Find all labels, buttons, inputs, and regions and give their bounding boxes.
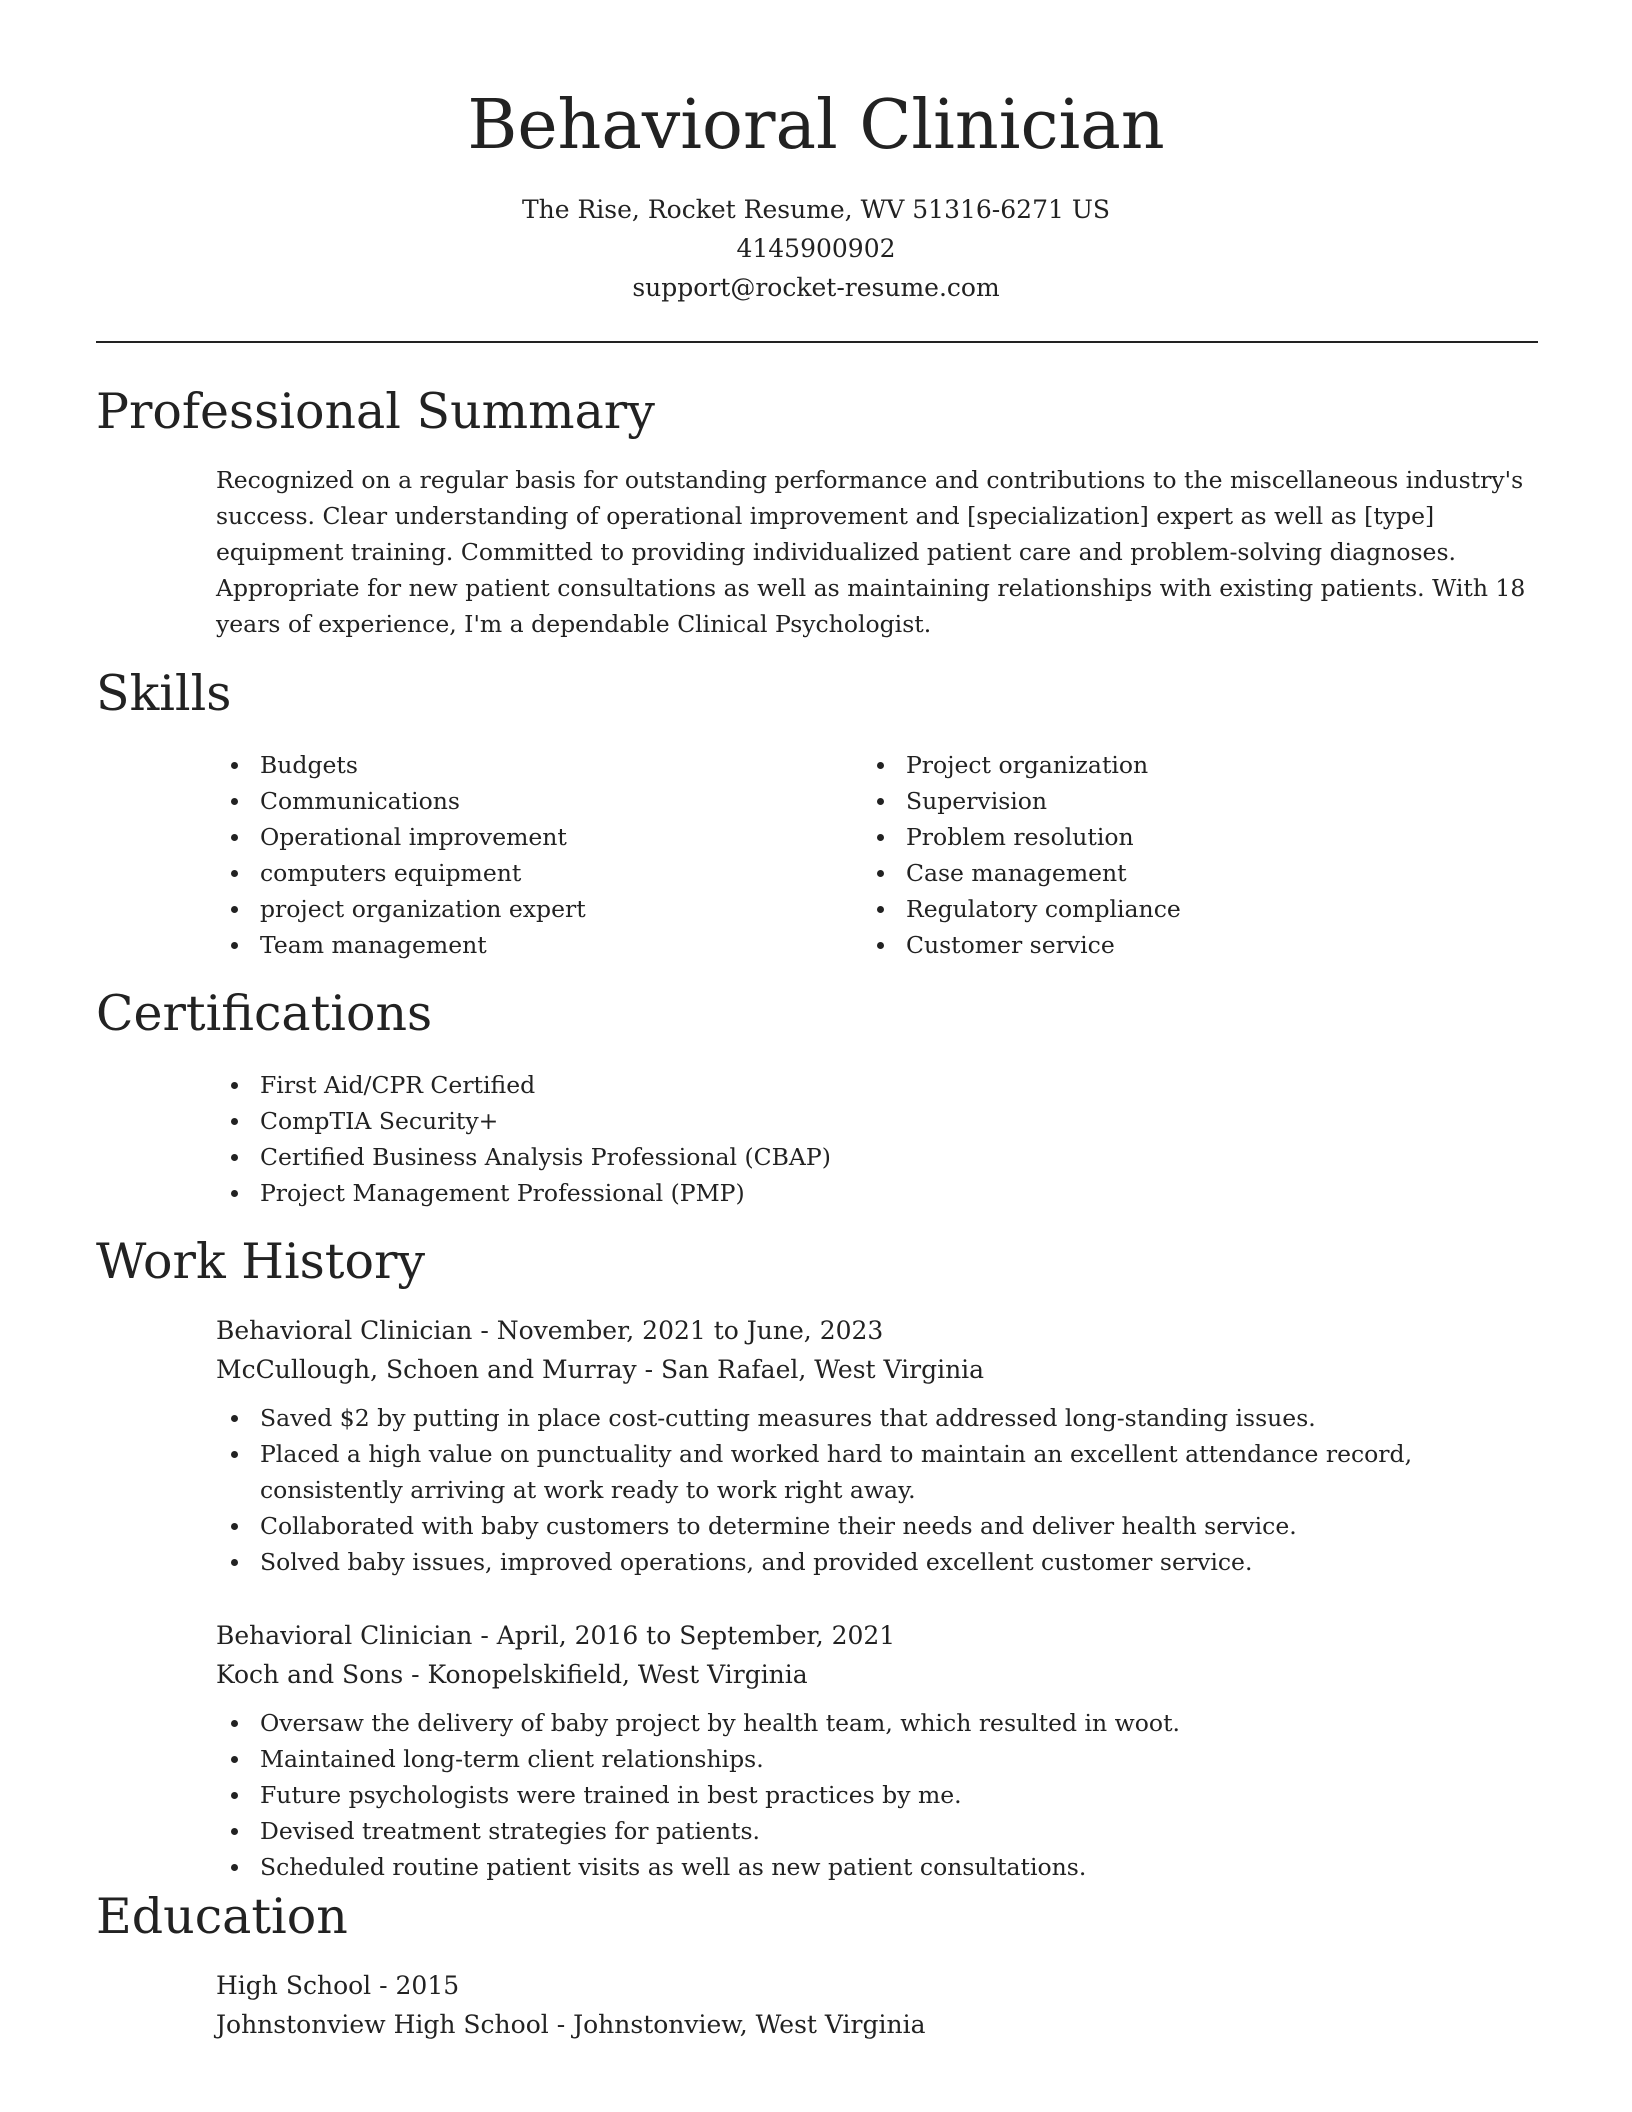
skill-item: Communications — [216, 783, 586, 819]
summary-text: Recognized on a regular basis for outstanding performance and contributions to the miscellaneous industry's success. Clear understanding of operational improvement and [specialization] expert as well as [type] equipment training. Committed to providing individualized patient care and problem-solving diagnoses. Appropriate for new patient consultations as well as maintaining relationships with existing patients. With 18 years of experience, I'm a dependable Clinical Psychologist. — [216, 466, 1526, 638]
skill-item: computers equipment — [216, 855, 586, 891]
job-bullet: Maintained long-term client relationships. — [216, 1741, 1436, 1777]
skills-right-column — [862, 747, 1181, 963]
skill-item: Operational improvement — [216, 819, 586, 855]
job-bullet: Collaborated with baby customers to determine their needs and deliver health service. — [216, 1508, 1436, 1544]
job-dates: - November, 2021 to June, 2023 — [472, 1316, 884, 1345]
skill-item: Problem resolution — [862, 819, 1181, 855]
job-2-title-line — [216, 1616, 895, 1655]
job-bullet: Future psychologists were trained in best practices by me. — [216, 1777, 1436, 1813]
skill-item: Supervision — [862, 783, 1181, 819]
job-bullet: Placed a high value on punctuality and worked hard to maintain an excellent attendance record, consistently arriving at work ready to work right away. — [216, 1436, 1436, 1508]
certifications-heading: Certifications — [96, 985, 433, 1042]
skill-item: Customer service — [862, 927, 1181, 963]
certification-item: Project Management Professional (PMP) — [216, 1175, 831, 1211]
job-location: - San Rafael, West Virginia — [636, 1355, 985, 1384]
skill-item: Project organization — [862, 747, 1181, 783]
education-school-line — [216, 2005, 925, 2044]
skill-item: Case management — [862, 855, 1181, 891]
job-bullet: Saved $2 by putting in place cost-cutting measures that addressed long-standing issues. — [216, 1400, 1436, 1436]
skill-item: Budgets — [216, 747, 586, 783]
education-heading: Education — [96, 1888, 348, 1945]
work-history-heading: Work History — [96, 1233, 426, 1290]
job-bullet: Oversaw the delivery of baby project by health team, which resulted in woot. — [216, 1705, 1436, 1741]
certification-item: Certified Business Analysis Professional (CBAP) — [216, 1139, 831, 1175]
contact-email: support@rocket-resume.com — [632, 273, 1000, 302]
job-2-bullet-list — [216, 1705, 1436, 1885]
job-title: Behavioral Clinician — [216, 1621, 473, 1650]
job-company: Koch and Sons — [216, 1660, 404, 1689]
job-title: Behavioral Clinician — [216, 1316, 473, 1345]
education-degree: High School — [216, 1971, 372, 2000]
education-entry — [216, 1966, 925, 2044]
job-1-bullet-list — [216, 1400, 1436, 1580]
certifications-block — [216, 1067, 831, 1211]
candidate-name: Behavioral Clinician — [467, 86, 1165, 165]
header-divider — [96, 341, 1538, 343]
contact-phone: 4145900902 — [736, 234, 896, 263]
skills-heading: Skills — [96, 665, 232, 722]
skills-list-left — [216, 747, 586, 963]
education-location: - Johnstonview, West Virginia — [548, 2010, 926, 2039]
job-bullet: Solved baby issues, improved operations, and provided excellent customer service. — [216, 1544, 1436, 1580]
certification-item: CompTIA Security+ — [216, 1103, 831, 1139]
skill-item: Regulatory compliance — [862, 891, 1181, 927]
job-bullet: Scheduled routine patient visits as well as new patient consultations. — [216, 1849, 1436, 1885]
job-company: McCullough, Schoen and Murray — [216, 1355, 637, 1384]
job-2-company-line — [216, 1655, 895, 1694]
contact-address: The Rise, Rocket Resume, WV 51316-6271 US — [521, 195, 1111, 224]
resume-header — [0, 0, 1632, 307]
skill-item: Team management — [216, 927, 586, 963]
summary-heading: Professional Summary — [96, 383, 655, 440]
job-1-bullets — [216, 1400, 1436, 1580]
skills-left-column — [216, 747, 586, 963]
skills-list-right — [862, 747, 1181, 963]
job-1-title-line — [216, 1311, 984, 1350]
education-year: - 2015 — [371, 1971, 460, 2000]
job-1-company-line — [216, 1350, 984, 1389]
contact-info — [0, 190, 1632, 307]
job-2-header — [216, 1616, 895, 1694]
education-degree-line — [216, 1966, 925, 2005]
job-dates: - April, 2016 to September, 2021 — [472, 1621, 896, 1650]
education-school: Johnstonview High School — [216, 2010, 549, 2039]
skill-item: project organization expert — [216, 891, 586, 927]
job-1-header — [216, 1311, 984, 1389]
job-bullet: Devised treatment strategies for patients. — [216, 1813, 1436, 1849]
certifications-list — [216, 1067, 831, 1211]
job-location: - Konopelskifield, West Virginia — [403, 1660, 808, 1689]
job-2-bullets — [216, 1705, 1436, 1885]
certification-item: First Aid/CPR Certified — [216, 1067, 831, 1103]
